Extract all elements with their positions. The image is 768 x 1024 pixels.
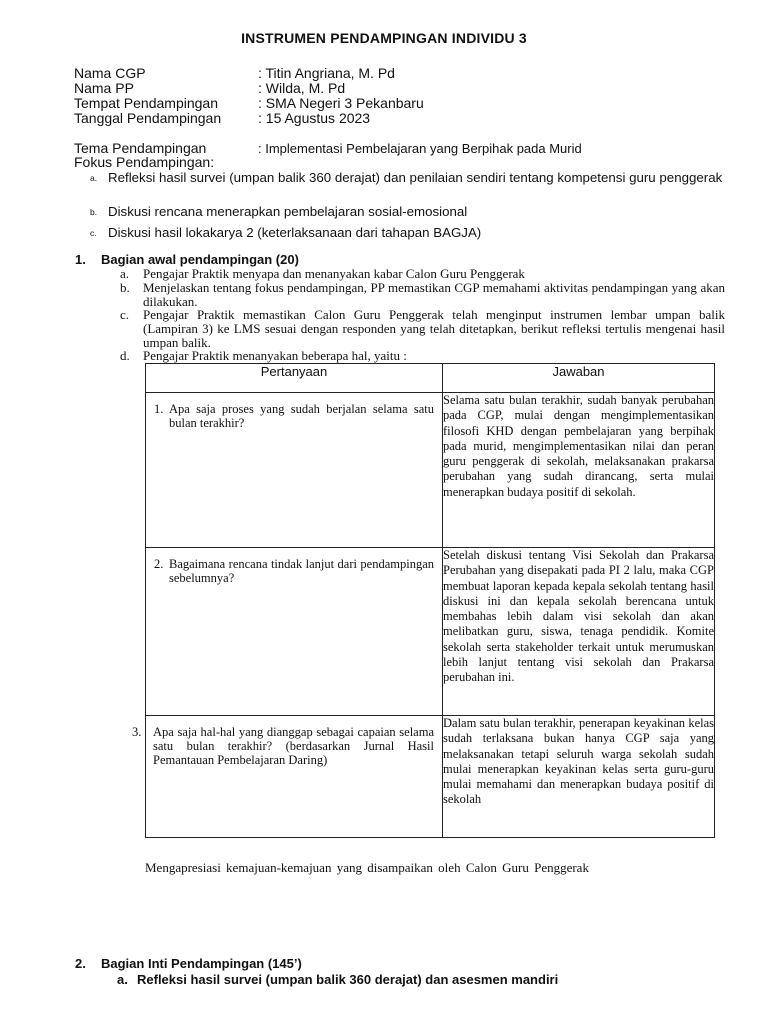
- info-value: : Titin Angriana, M. Pd: [258, 65, 395, 81]
- closing-note: Mengapresiasi kemajuan-kemajuan yang disampaikan oleh Calon Guru Penggerak: [145, 860, 589, 875]
- question-number: 3.: [132, 725, 142, 739]
- question-cell: [146, 393, 443, 548]
- question-number: 2.: [154, 557, 164, 571]
- question-text: Apa saja hal-hal yang dianggap sebagai capaian selama satu bulan terakhir? (berdasarkan Jurnal Hasil Pemantauan Pembelajaran Daring): [153, 725, 434, 767]
- info-label: Nama PP: [74, 80, 134, 96]
- focus-text: Refleksi hasil survei (umpan balik 360 derajat) dan penilaian sendiri tentang kompetensi guru penggerak: [108, 170, 723, 185]
- focus-text: Diskusi rencana menerapkan pembelajaran sosial-emosional: [108, 204, 468, 219]
- item-text: Menjelaskan tentang fokus pendampingan, PP memastikan CGP memahami aktivitas pendampingan yang akan dilakukan.: [143, 280, 725, 309]
- focus-marker: a.: [90, 173, 98, 183]
- section-1-number: 1.: [75, 252, 86, 267]
- info-label: Nama CGP: [74, 65, 146, 81]
- question-cell: [146, 548, 443, 716]
- table-header-row: [146, 364, 715, 393]
- answer-cell: Selama satu bulan terakhir, sudah banyak perubahan pada CGP, mulai dengan mengimplementasikan filosofi KHD dengan pembelajaran yang berpihak pada murid, mengimplementasikan nilai dan peran guru penggerak di sekolah, melaksanakan prakarsa perubahan yang sudah dirancang, serta mulai menerapkan budaya positif di sekolah.: [443, 393, 715, 548]
- question-text: Apa saja proses yang sudah berjalan selama satu bulan terakhir?: [169, 402, 434, 430]
- info-value: : SMA Negeri 3 Pekanbaru: [258, 95, 424, 111]
- info-label: Tanggal Pendampingan: [74, 110, 222, 126]
- section-2-item-text: Refleksi hasil survei (umpan balik 360 derajat) dan asesmen mandiri: [137, 972, 559, 987]
- answer-cell: Dalam satu bulan terakhir, penerapan keyakinan kelas sudah terlaksana bukan hanya CGP saja yang melaksanakan tetapi seluruh warga sekolah sudah mulai menerapkan keyakinan kelas serta guru-guru mulai memahami dan menerapkan budaya positif di sekolah: [443, 716, 715, 838]
- question-text: Bagaimana rencana tindak lanjut dari pendampingan sebelumnya?: [169, 557, 434, 585]
- focus-text: Diskusi hasil lokakarya 2 (keterlaksanaan dari tahapan BAGJA): [108, 225, 482, 240]
- answer-cell: Setelah diskusi tentang Visi Sekolah dan Prakarsa Perubahan yang disepakati pada PI 2 lalu, maka CGP membuat laporan kepada kepala sekolah tentang hasil diskusi ini dan kepala sekolah berencana untuk membahas lebih dalam visi sekolah dan akan melibatkan guru, siswa, tenaga pendidik. Komite sekolah serta stakeholder terkait untuk merumuskan lebih lanjut tentang visi sekolah dan Prakarsa perubahan ini.: [443, 548, 715, 716]
- focus-marker: b.: [90, 207, 98, 217]
- item-text: Pengajar Praktik menanyakan beberapa hal, yaitu :: [143, 348, 407, 363]
- header-pertanyaan: Pertanyaan: [146, 364, 443, 393]
- info-label: Tempat Pendampingan: [74, 95, 218, 111]
- info-label: Tema Pendampingan: [74, 140, 207, 156]
- table-row: [146, 548, 715, 716]
- focus-marker: c.: [90, 228, 97, 238]
- info-value: : Implementasi Pembelajaran yang Berpihak pada Murid: [258, 141, 582, 156]
- focus-label: Fokus Pendampingan:: [74, 154, 215, 170]
- item-marker: d.: [120, 348, 130, 363]
- question-number: 1.: [154, 402, 164, 416]
- table-row: [146, 716, 715, 838]
- info-value: : 15 Agustus 2023: [258, 110, 371, 126]
- header-jawaban: Jawaban: [443, 364, 715, 393]
- question-cell: [132, 716, 443, 838]
- section-2-item-marker: a.: [117, 972, 128, 987]
- item-text: Pengajar Praktik memastikan Calon Guru Penggerak telah menginput instrumen lembar umpan balik (Lampiran 3) ke LMS sesuai dengan responden yang telah ditetapkan, berikut refleksi tertulis mengenai hasil umpan balik.: [143, 307, 725, 350]
- section-1-title: Bagian awal pendampingan (20): [101, 252, 299, 267]
- item-marker: c.: [120, 307, 130, 322]
- table-row: [146, 393, 715, 548]
- item-marker: a.: [120, 266, 130, 281]
- qa-table: [132, 363, 715, 838]
- item-marker: b.: [120, 280, 130, 295]
- item-text: Pengajar Praktik menyapa dan menanyakan kabar Calon Guru Penggerak: [143, 266, 525, 281]
- section-2-title: Bagian Inti Pendampingan (145’): [101, 956, 302, 971]
- section-2-number: 2.: [75, 956, 86, 971]
- info-value: : Wilda, M. Pd: [258, 80, 346, 96]
- document-title: INSTRUMEN PENDAMPINGAN INDIVIDU 3: [241, 30, 527, 46]
